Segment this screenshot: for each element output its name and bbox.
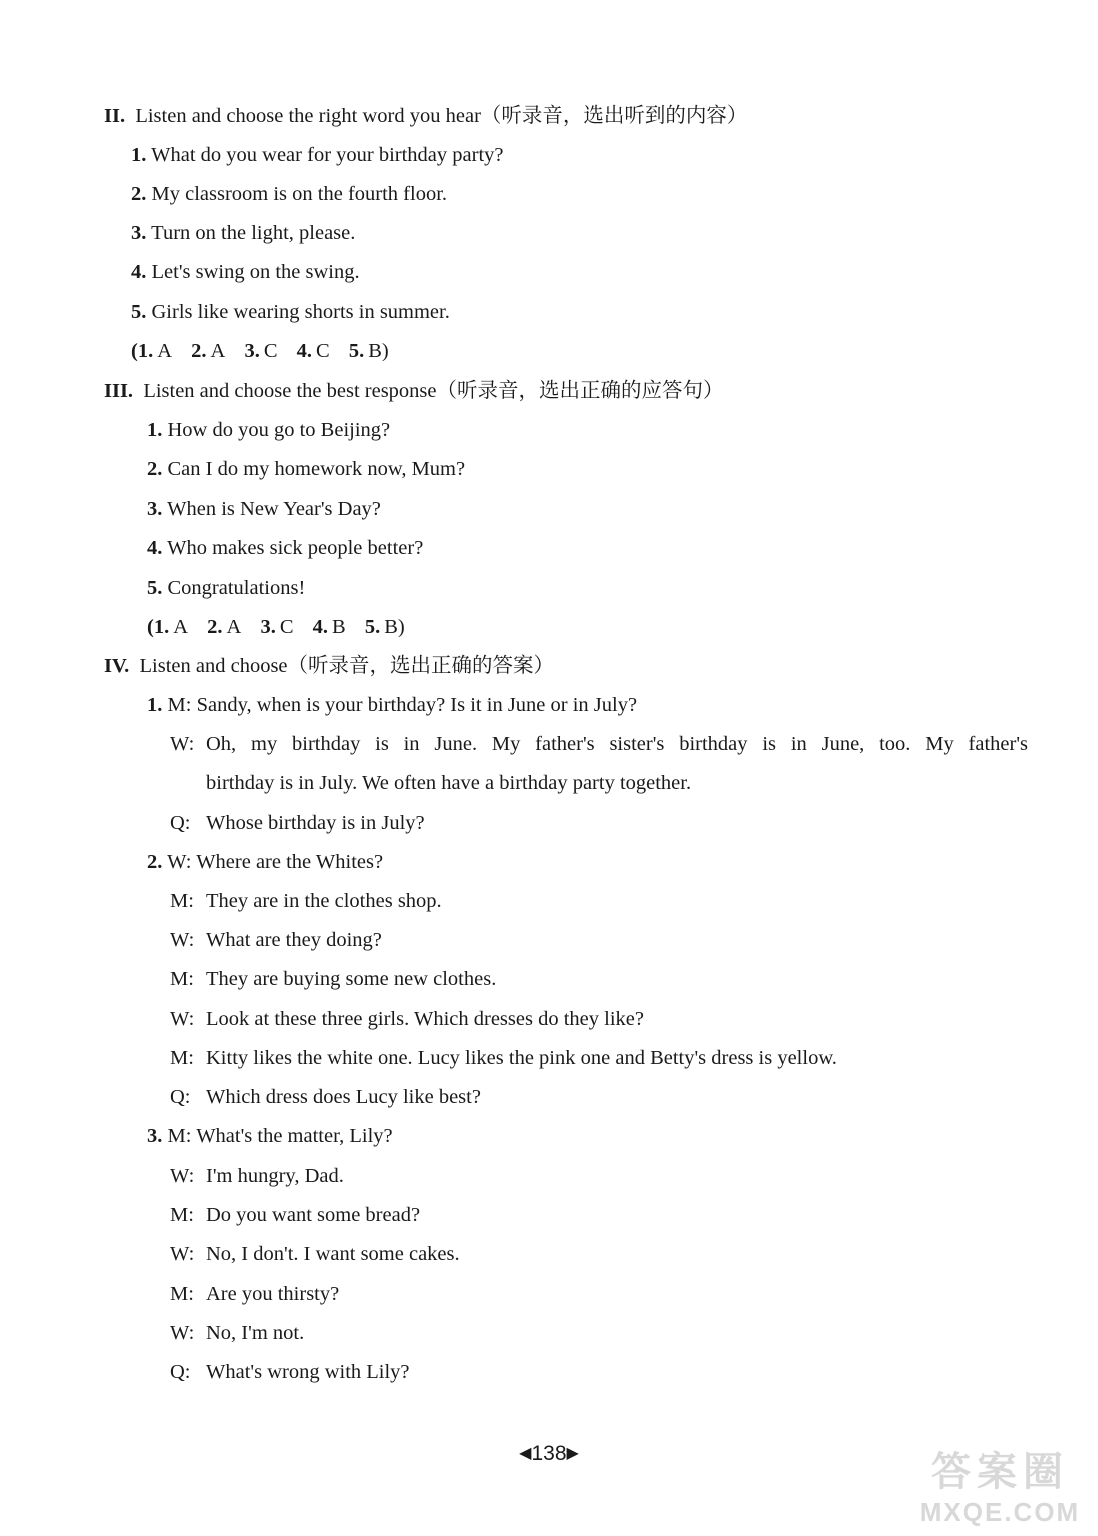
s2-item-3: 3. Turn on the light, please. <box>131 222 356 244</box>
watermark-bottom: MXQE.COM <box>919 1497 1081 1527</box>
s2-answer-5: 5. B) <box>348 340 389 362</box>
d2-line-1: 2. W: Where are the Whites? <box>147 851 384 873</box>
d1-line-2-cont: birthday is in July. We often have a birthday party together. <box>206 772 692 794</box>
s2-item-2: 2. My classroom is on the fourth floor. <box>131 183 448 205</box>
s3-item-2: 2. Can I do my homework now, Mum? <box>147 458 466 480</box>
section-4-roman: IV. <box>104 655 130 677</box>
d3-line-2: W: I'm hungry, Dad. <box>170 1165 344 1187</box>
section-3-heading: Listen and choose the best response（听录音，选出正确的应答句） <box>143 380 724 402</box>
d2-line-2: M: They are in the clothes shop. <box>170 890 442 912</box>
page-number-text: 138 <box>531 1442 567 1465</box>
d3-line-1: 3. M: What's the matter, Lily? <box>147 1125 393 1147</box>
s2-item-5: 5. Girls like wearing shorts in summer. <box>131 301 450 323</box>
s3-item-5: 5. Congratulations! <box>147 577 306 599</box>
section-2-heading: Listen and choose the right word you hear（听录音，选出听到的内容） <box>135 105 748 127</box>
section-4-heading: Listen and choose（听录音，选出正确的答案） <box>139 655 555 677</box>
d2-line-3: W: What are they doing? <box>170 929 382 951</box>
d2-line-4: M: They are buying some new clothes. <box>170 968 497 990</box>
left-arrow-icon: ◀ <box>519 1445 532 1462</box>
section-2-roman: II. <box>104 105 126 127</box>
d2-line-6: M: Kitty likes the white one. Lucy likes the pink one and Betty's dress is yellow. <box>170 1047 837 1069</box>
s3-answer-3: 3. C <box>260 616 294 638</box>
d2-line-5: W: Look at these three girls. Which dresses do they like? <box>170 1008 644 1030</box>
section-3-title <box>104 379 724 403</box>
d1-question: Q: Whose birthday is in July? <box>170 812 425 834</box>
section-3-roman: III. <box>104 380 134 402</box>
section-2-title <box>104 104 747 128</box>
d2-question: Q: Which dress does Lucy like best? <box>170 1086 481 1108</box>
d3-line-5: M: Are you thirsty? <box>170 1283 340 1305</box>
d3-line-6: W: No, I'm not. <box>170 1322 305 1344</box>
s3-answer-2: 2. A <box>207 616 242 638</box>
s3-answer-1: (1. A <box>147 616 189 638</box>
s2-answer-2: 2. A <box>191 340 226 362</box>
s2-answer-3: 3. C <box>244 340 278 362</box>
s2-item-1: 1. What do you wear for your birthday party? <box>131 144 504 166</box>
s3-answer-5: 5. B) <box>364 616 405 638</box>
watermark-top: 答案圈 <box>931 1449 1069 1495</box>
s3-item-1: 1. How do you go to Beijing? <box>147 419 391 441</box>
d3-line-4: W: No, I don't. I want some cakes. <box>170 1243 460 1265</box>
right-arrow-icon: ▶ <box>566 1445 579 1462</box>
s3-item-3: 3. When is New Year's Day? <box>147 498 381 520</box>
s2-answer-1: (1. A <box>131 340 173 362</box>
d3-question: Q: What's wrong with Lily? <box>170 1361 410 1383</box>
d3-line-3: M: Do you want some bread? <box>170 1204 421 1226</box>
d1-line-2: W: Oh, my birthday is in June. My father's sister's birthday is in June, too. My father's <box>170 733 1028 755</box>
s2-answer-4: 4. C <box>296 340 330 362</box>
s2-item-4: 4. Let's swing on the swing. <box>131 261 360 283</box>
watermark-logo <box>910 1440 1090 1530</box>
s3-item-4: 4. Who makes sick people better? <box>147 537 424 559</box>
s3-answer-key <box>147 615 419 639</box>
section-4-title <box>104 654 554 678</box>
s2-answer-key <box>131 339 403 363</box>
d1-line-1: 1. M: Sandy, when is your birthday? Is it in June or in July? <box>147 694 638 716</box>
s3-answer-4: 4. B <box>312 616 346 638</box>
